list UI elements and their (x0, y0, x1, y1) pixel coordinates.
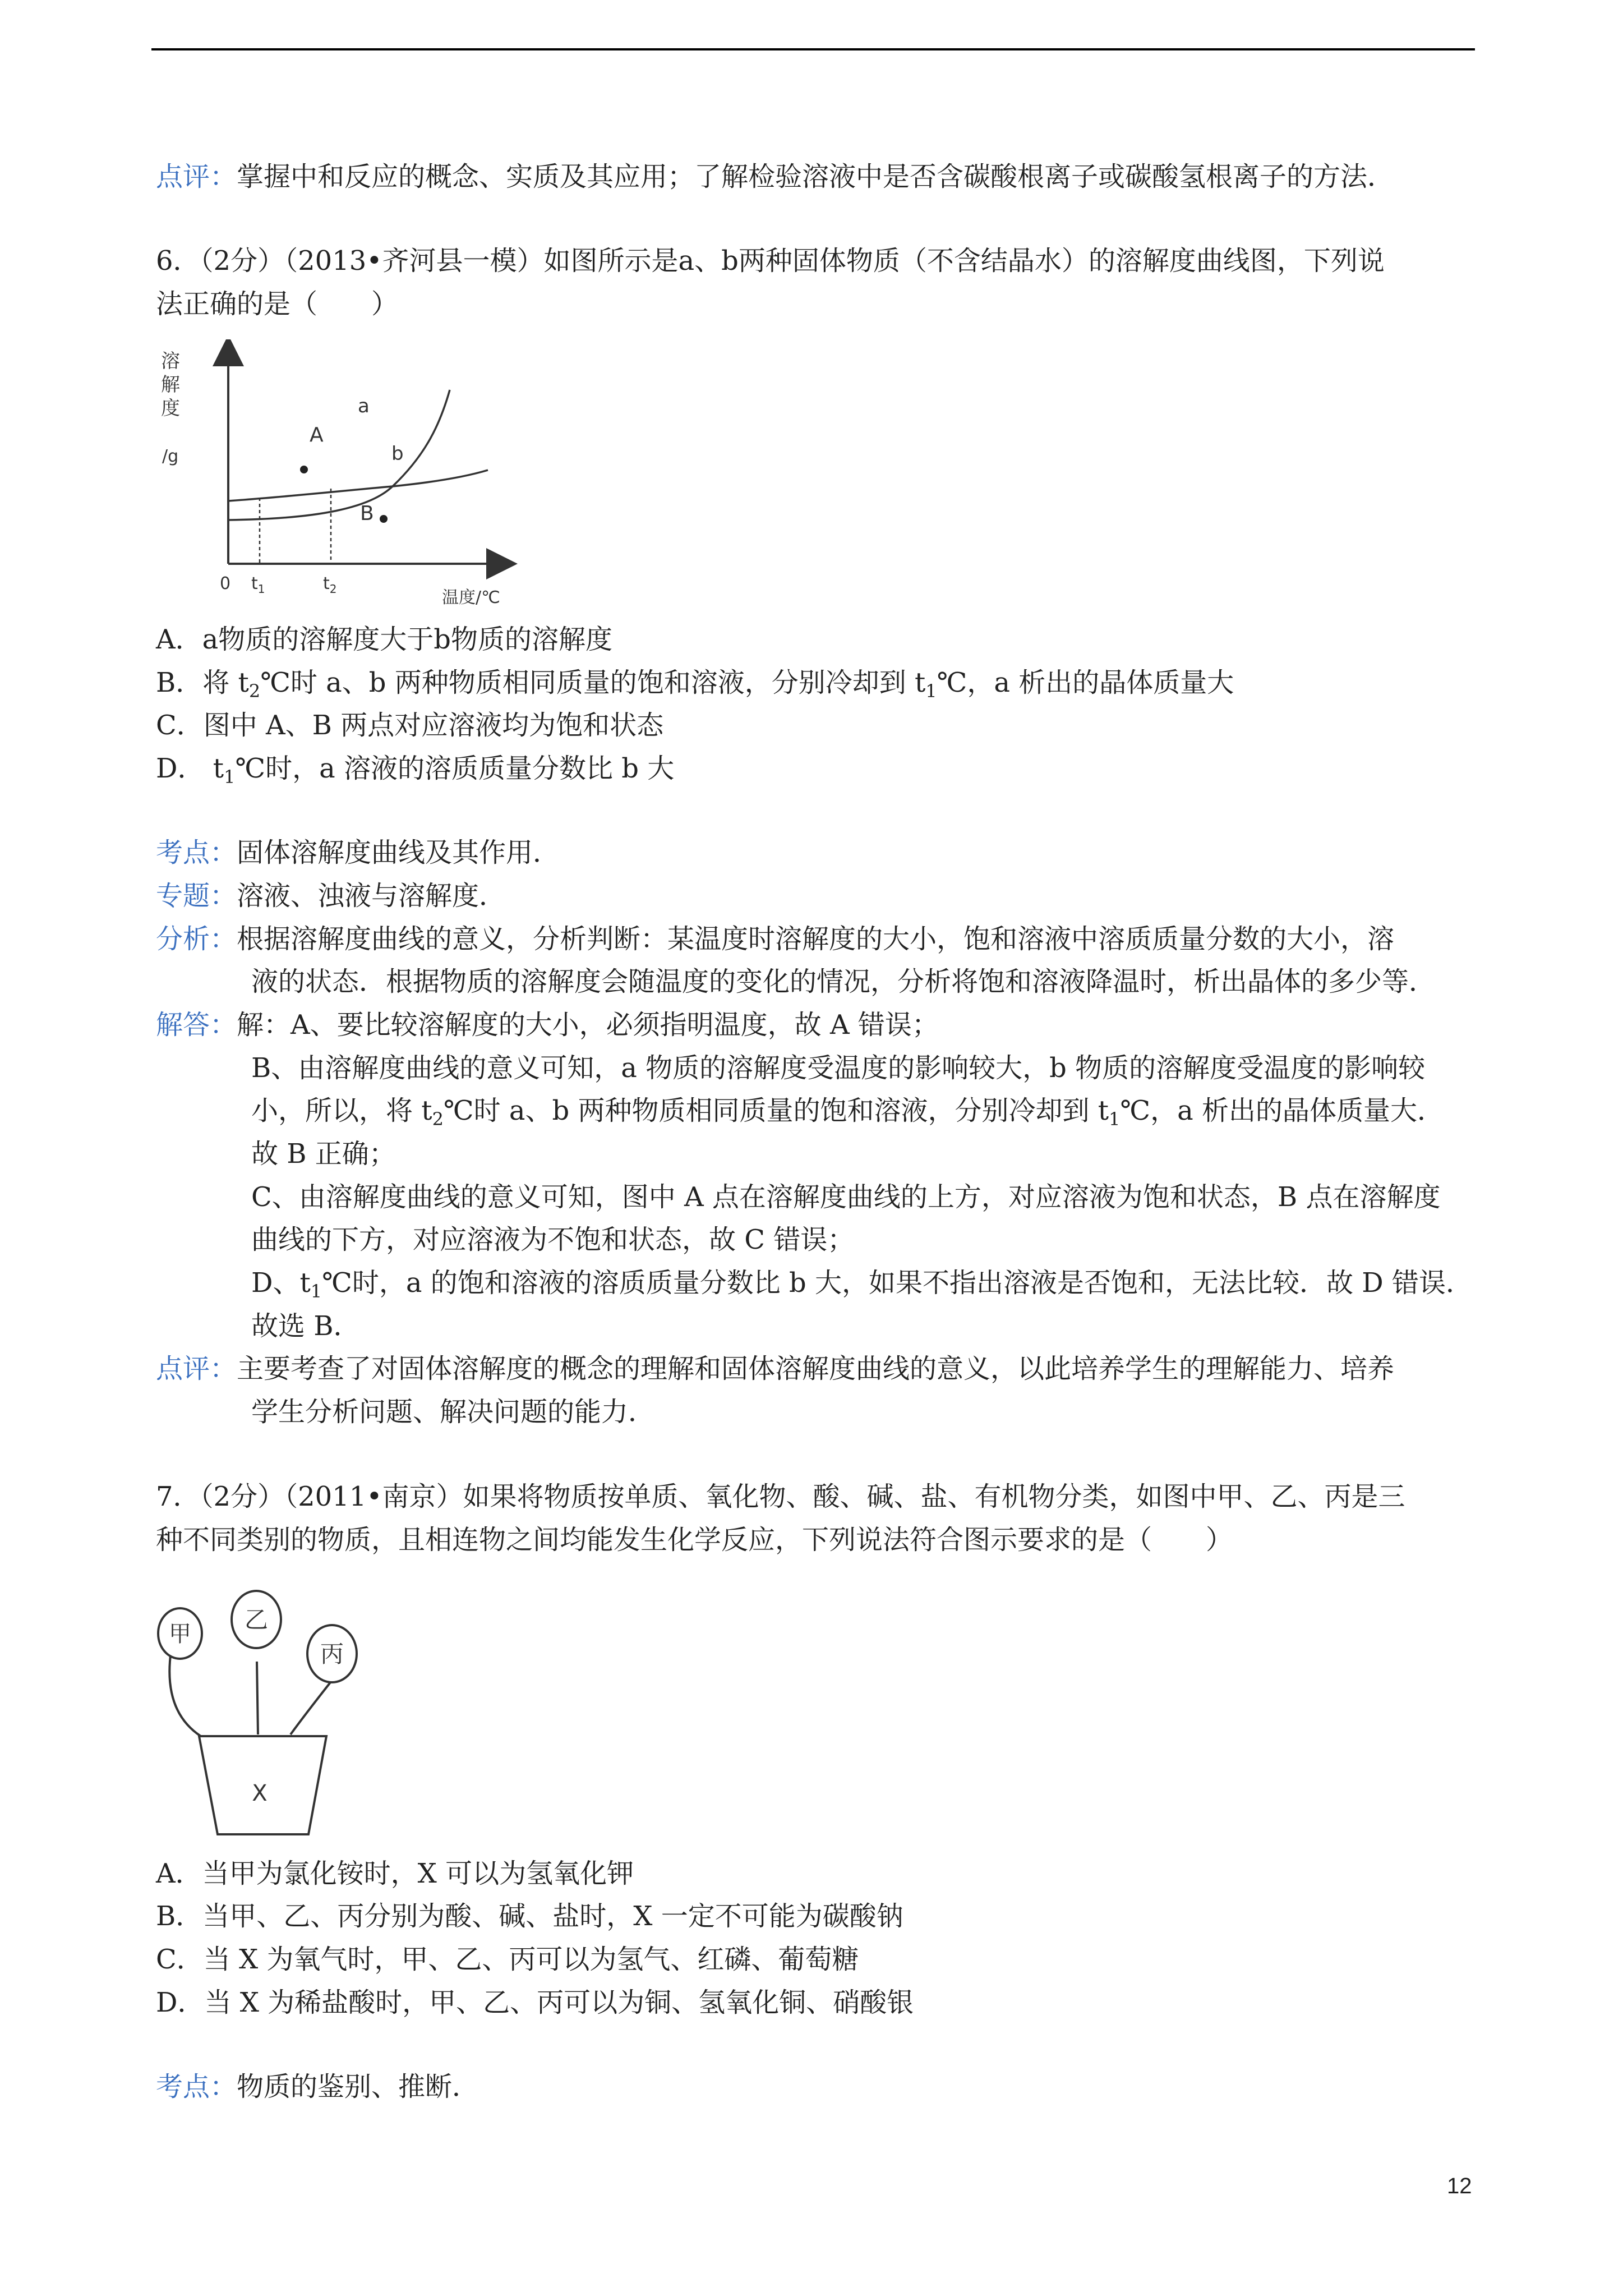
q6-jieda-line7: D、$t_1℃$时，a 的饱和溶液的溶质质量分数比 b 大，如果不指出溶液是否饱和，无法比较．故 D 错误． (251, 1267, 1473, 1302)
point-b-marker (380, 515, 388, 523)
curve-a (228, 390, 450, 520)
stem-bing (291, 1682, 331, 1734)
t1-tick-label: $t_1$ (251, 574, 265, 596)
q6-fenxi-line2: 液的状态．根据物质的溶解度会随温度的变化的情况，分析将饱和溶液降温时，析出晶体的多少等． (251, 966, 1436, 997)
q6-kaodian: 考点：固体溶解度曲线及其作用． (156, 837, 560, 868)
q6-dianping: 点评：主要考查了对固体溶解度的概念的理解和固体溶解度曲线的意义，以此培养学生的理解能力、培养 (156, 1353, 1395, 1384)
q6-jieda-line5: C、由溶解度曲线的意义可知，图中 A 点在溶解度曲线的上方，对应溶液为饱和状态，B 点在溶解度 (251, 1181, 1441, 1213)
label-bing: 丙 (320, 1640, 344, 1668)
y-label-char-1: 溶 (161, 350, 180, 372)
top-comment-text: 掌握中和反应的概念、实质及其应用；了解检验溶液中是否含碳酸根离子或碳酸氢根离子的方法． (237, 161, 1395, 192)
point-b-label: B (360, 502, 374, 525)
header-rule (151, 48, 1475, 50)
q6-option-c: C．图中 A、B 两点对应溶液均为饱和状态 (156, 710, 664, 741)
x-axis-label: 温度/℃ (442, 588, 500, 608)
q6-option-a: A．a物质的溶解度大于b物质的溶解度 (156, 624, 613, 655)
q7-kaodian: 考点：物质的鉴别、推断． (156, 2071, 479, 2102)
page-number: 12 (1447, 2174, 1472, 2198)
label-x: X (252, 1780, 268, 1806)
q6-option-b: B．将 $t_2℃$时 a、b 两种物质相同质量的饱和溶液，分别冷却到 $t_1℃$，a 析出的晶体质量大 (156, 667, 1234, 702)
point-a-label: A (310, 424, 324, 447)
y-label-char-3: 度 (161, 397, 180, 420)
q7-option-c: C．当 X 为氧气时，甲、乙、丙可以为氢气、红磷、葡萄糖 (156, 1944, 859, 1975)
q6-jieda-line4: 故 B 正确； (251, 1138, 396, 1170)
q6-solubility-figure (151, 339, 522, 614)
q6-fenxi: 分析：根据溶解度曲线的意义，分析判断：某温度时溶解度的大小，饱和溶液中溶质质量分数的大小，溶 (156, 923, 1395, 955)
label-yi: 乙 (244, 1606, 269, 1634)
q6-jieda-line8: 故选 B． (251, 1310, 361, 1342)
q7-option-d: D．当 X 为稀盐酸时，甲、乙、丙可以为铜、氢氧化铜、硝酸银 (156, 1987, 914, 2018)
stem-yi (257, 1662, 258, 1734)
q6-zhuanti: 专题：溶液、浊液与溶解度． (156, 880, 506, 912)
curve-a-label: a (358, 395, 370, 417)
q6-jieda-line2: B、由溶解度曲线的意义可知，a 物质的溶解度受温度的影响较大，b 物质的溶解度受温度的影响较 (251, 1052, 1426, 1084)
y-label-char-2: 解 (161, 374, 180, 396)
q6-option-d: D． $t_1℃$时，a 溶液的溶质质量分数比 b 大 (156, 753, 675, 788)
curve-b-label: b (391, 443, 404, 465)
point-a-marker (300, 466, 308, 473)
q7-stem-line1: 7．（2分）（2011•南京）如果将物质按单质、氧化物、酸、碱、盐、有机物分类，如图中甲、乙、丙是三 (156, 1481, 1405, 1512)
stem-jia (169, 1651, 201, 1736)
label-jia: 甲 (169, 1621, 191, 1647)
q6-jieda-line6: 曲线的下方，对应溶液为不饱和状态，故 C 错误； (251, 1224, 855, 1255)
top-comment-label: 点评： (156, 161, 237, 192)
q6-dianping-line2: 学生分析问题、解决问题的能力． (251, 1396, 656, 1428)
q6-stem-line2: 法正确的是（ ） (156, 288, 399, 320)
q7-stem-line2: 种不同类别的物质，且相连物之间均能发生化学反应，下列说法符合图示要求的是（ ） (156, 1524, 1233, 1556)
q6-stem-line1: 6．（2分）（2013•齐河县一模）如图所示是a、b两种固体物质（不含结晶水）的溶解度曲线图，下列说 (156, 245, 1385, 277)
q6-jieda-line3: 小，所以，将 $t_2℃$时 a、b 两种物质相同质量的饱和溶液，分别冷却到 $t_1℃$，a 析出的晶体质量大． (251, 1095, 1444, 1130)
curve-b (228, 470, 488, 501)
top-comment (156, 160, 1394, 194)
q7-option-a: A．当甲为氯化铵时，X 可以为氢氧化钾 (156, 1858, 634, 1889)
t2-tick-label: $t_2$ (323, 574, 337, 596)
y-label-unit: /g (162, 447, 179, 466)
q6-jieda: 解答：解：A、要比较溶解度的大小，必须指明温度，故 A 错误； (156, 1009, 939, 1041)
q7-flowerpot-figure (151, 1588, 387, 1846)
q7-option-b: B．当甲、乙、丙分别为酸、碱、盐时，X 一定不可能为碳酸钠 (156, 1901, 903, 1932)
origin-label: 0 (220, 574, 231, 593)
